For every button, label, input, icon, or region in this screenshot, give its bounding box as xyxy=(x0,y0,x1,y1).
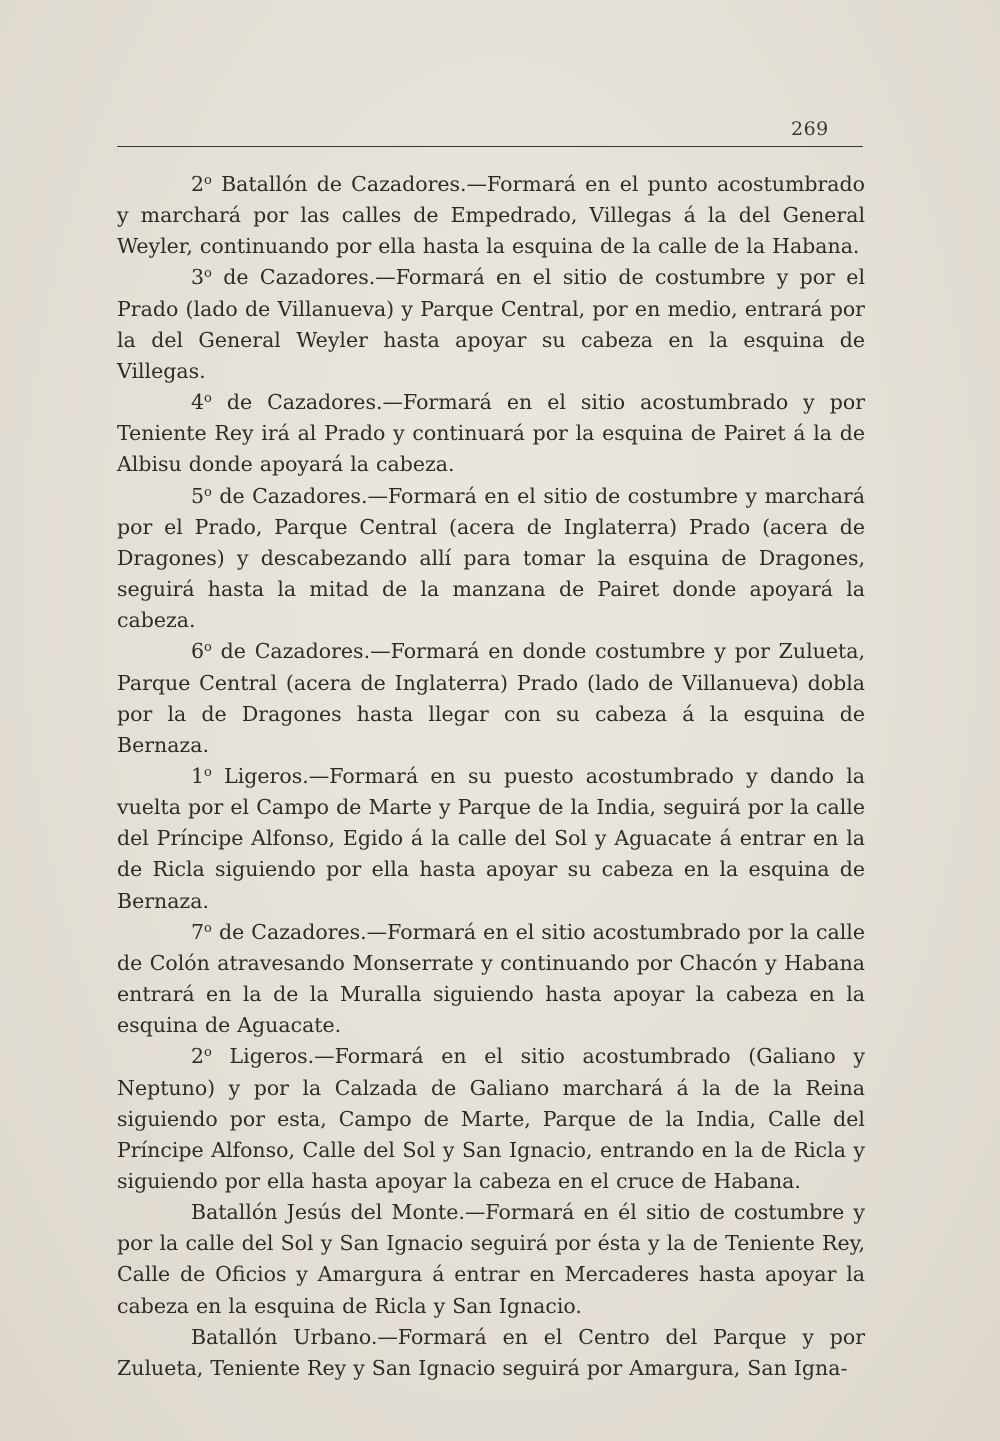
page-number: 269 xyxy=(791,118,829,140)
header-rule xyxy=(117,146,863,147)
paragraph-urbano: Batallón Urbano.—Formará en el Centro del Parque y por Zulueta, Teniente Rey y San Ignacio seguirá por Amargura, San Igna- xyxy=(117,1324,865,1380)
paragraph-2nd-ligeros: 2$^o$ Ligeros.—Formará en el sitio acostumbrado (Galiano y Neptuno) y por la Calzada de Galiano marchará á la de la Reina siguiendo por esta, Campo de Marte, Parque de la India, Calle del Príncipe Alfonso, Calle del Sol y San Ignacio, entrando en la de Ricla y siguiendo por ella hasta apoyar la cabeza en el cruce de Habana. xyxy=(117,1044,865,1193)
body-text xyxy=(117,169,865,1384)
paragraph-4th-cazadores: 4$^o$ de Cazadores.—Formará en el sitio acostumbrado y por Teniente Rey irá al Prado y continuará por la esquina de Pairet á la de Albisu donde apoyará la cabeza. xyxy=(117,390,865,477)
paragraph-6th-cazadores: 6$^o$ de Cazadores.—Formará en donde costumbre y por Zulueta, Parque Central (acera de Inglaterra) Prado (lado de Villanueva) dobla por la de Dragones hasta llegar con su cabeza á la esquina de Bernaza. xyxy=(117,639,865,757)
paragraph-2nd-cazadores: 2$^o$ Batallón de Cazadores.—Formará en el punto acostumbrado y marchará por las calles de Empedrado, Villegas á la del General Weyler, continuando por ella hasta la esquina de la calle de la Habana. xyxy=(117,172,865,259)
paragraph-3rd-cazadores: 3$^o$ de Cazadores.—Formará en el sitio de costumbre y por el Prado (lado de Villanueva) y Parque Central, por en medio, entrará por la del General Weyler hasta apoyar su cabeza en la esquina de Villegas. xyxy=(117,265,865,383)
paragraph-5th-cazadores: 5$^o$ de Cazadores.—Formará en el sitio de costumbre y marchará por el Prado, Parque Central (acera de Inglaterra) Prado (acera de Dragones) y descabezando allí para tomar la esquina de Dragones, seguirá hasta la mitad de la manzana de Pairet donde apoyará la cabeza. xyxy=(117,483,865,633)
paragraph-7th-cazadores: 7$^o$ de Cazadores.—Formará en el sitio acostumbrado por la calle de Colón atravesando Monserrate y continuando por Chacón y Habana entrará en la de la Muralla siguiendo hasta apoyar la cabeza en la esquina de Aguacate. xyxy=(117,919,865,1038)
paragraph-1st-ligeros: 1$^o$ Ligeros.—Formará en su puesto acostumbrado y dando la vuelta por el Campo de Marte y Parque de la India, seguirá por la calle del Príncipe Alfonso, Egido á la calle del Sol y Aguacate á entrar en la de Ricla siguiendo por ella hasta apoyar su cabeza en la esquina de Bernaza. xyxy=(117,763,865,913)
paragraph-jesus-del-monte: Batallón Jesús del Monte.—Formará en él sitio de costumbre y por la calle del Sol y San Ignacio seguirá por ésta y la de Teniente Rey, Calle de Oficios y Amargura á entrar en Mercaderes hasta apoyar la cabeza en la esquina de Ricla y San Ignacio. xyxy=(117,1200,865,1318)
